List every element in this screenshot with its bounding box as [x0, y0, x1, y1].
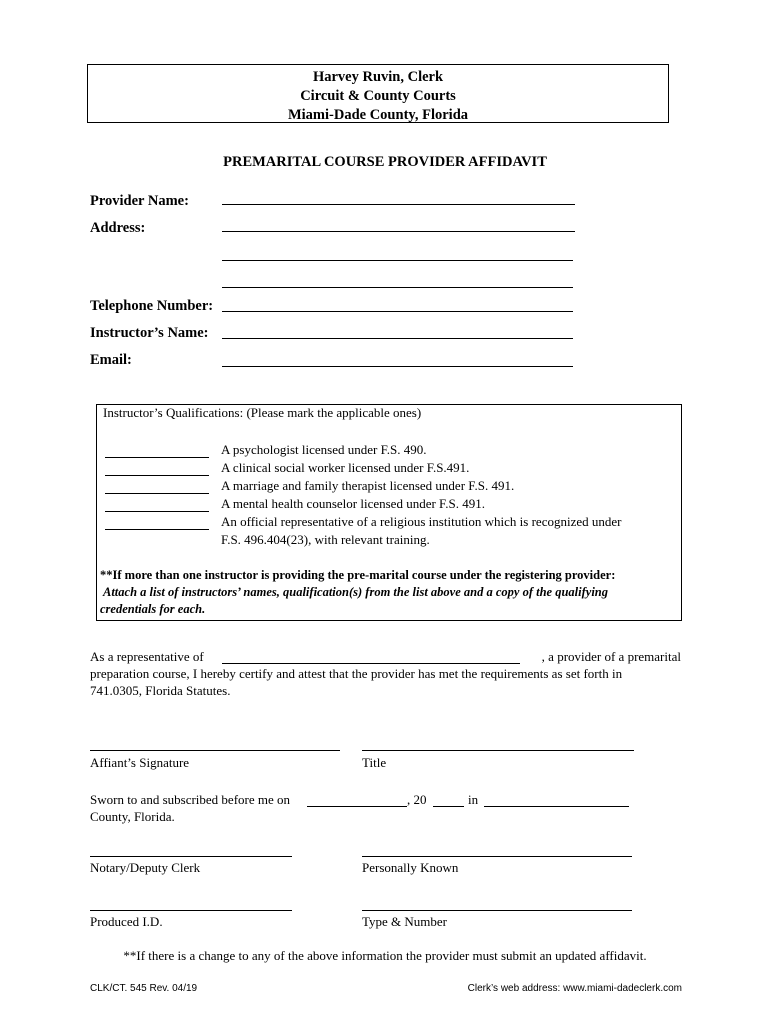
type-number-field[interactable] — [362, 910, 632, 911]
clerk-web-address: Clerk’s web address: www.miami-dadeclerk.com — [467, 983, 682, 994]
address-field-line-2[interactable] — [222, 260, 573, 261]
representative-of-field[interactable] — [222, 663, 520, 664]
qualification-check-religious[interactable] — [105, 529, 209, 530]
produced-id-label: Produced I.D. — [90, 914, 163, 929]
notary-signature-field[interactable] — [90, 856, 292, 857]
qualification-check-mental-health[interactable] — [105, 511, 209, 512]
form-id: CLK/CT. 545 Rev. 04/19 — [90, 983, 198, 994]
page-title: PREMARITAL COURSE PROVIDER AFFIDAVIT — [223, 154, 547, 170]
certification-suffix: , a provider of a premarital — [541, 649, 681, 664]
address-field-line-3[interactable] — [222, 287, 573, 288]
qualification-mental-health: A mental health counselor licensed under F.S. 491. — [221, 496, 485, 511]
instructor-name-label: Instructor’s Name: — [90, 325, 209, 341]
affiant-signature-label: Affiant’s Signature — [90, 755, 190, 770]
type-number-label: Type & Number — [362, 914, 448, 929]
qualification-check-marriage-therapist[interactable] — [105, 493, 209, 494]
provider-name-label: Provider Name: — [90, 193, 189, 209]
qualifications-heading: Instructor’s Qualifications: (Please mark the applicable ones) — [103, 405, 422, 420]
provider-name-field[interactable] — [222, 204, 575, 205]
qualification-social-worker: A clinical social worker licensed under F.S.491. — [221, 460, 470, 475]
sworn-in-label: in — [468, 792, 479, 807]
county-name: Miami-Dade County, Florida — [287, 107, 469, 123]
qualification-marriage-therapist: A marriage and family therapist licensed under F.S. 491. — [221, 478, 515, 493]
notary-label: Notary/Deputy Clerk — [90, 860, 201, 875]
personally-known-field[interactable] — [362, 856, 632, 857]
produced-id-field[interactable] — [90, 910, 292, 911]
certification-prefix: As a representative of — [90, 649, 204, 664]
qualification-religious-cont: F.S. 496.404(23), with relevant training. — [221, 532, 430, 547]
note-instruction-cont: credentials for each. — [100, 602, 206, 616]
telephone-field[interactable] — [222, 311, 573, 312]
multiple-instructors-note — [100, 567, 680, 618]
note-heading: **If more than one instructor is providing the pre-marital course under the registering provider: — [100, 568, 616, 582]
note-instruction: Attach a list of instructors’ names, qualification(s) from the list above and a copy of the qualifying — [103, 585, 608, 599]
qualification-psychologist: A psychologist licensed under F.S. 490. — [221, 442, 427, 457]
certification-statute: 741.0305, Florida Statutes. — [90, 683, 231, 698]
sworn-prefix: Sworn to and subscribed before me on — [90, 792, 291, 807]
email-field[interactable] — [222, 366, 573, 367]
sworn-year-prefix: , 20 — [407, 792, 427, 807]
qualification-religious: An official representative of a religious institution which is recognized under — [221, 514, 622, 529]
qualification-check-social-worker[interactable] — [105, 475, 209, 476]
clerk-name: Harvey Ruvin, Clerk — [312, 69, 444, 85]
title-label: Title — [362, 755, 387, 770]
change-notice: **If there is a change to any of the above information the provider must submit an updated affidavit. — [123, 948, 647, 963]
title-field[interactable] — [362, 750, 634, 751]
instructor-name-field[interactable] — [222, 338, 573, 339]
clerk-header-box — [87, 64, 669, 123]
address-field-line-1[interactable] — [222, 231, 575, 232]
personally-known-label: Personally Known — [362, 860, 459, 875]
address-label: Address: — [90, 220, 146, 236]
telephone-label: Telephone Number: — [90, 298, 214, 314]
qualification-check-psychologist[interactable] — [105, 457, 209, 458]
sworn-county-field[interactable] — [484, 806, 629, 807]
county-florida-text: County, Florida. — [90, 809, 175, 824]
sworn-year-field[interactable] — [433, 806, 464, 807]
email-label: Email: — [90, 352, 132, 368]
court-name: Circuit & County Courts — [300, 88, 456, 104]
certification-text: preparation course, I hereby certify and attest that the provider has met the requirements as set forth in — [90, 666, 623, 681]
sworn-date-field[interactable] — [307, 806, 407, 807]
affiant-signature-field[interactable] — [90, 750, 340, 751]
